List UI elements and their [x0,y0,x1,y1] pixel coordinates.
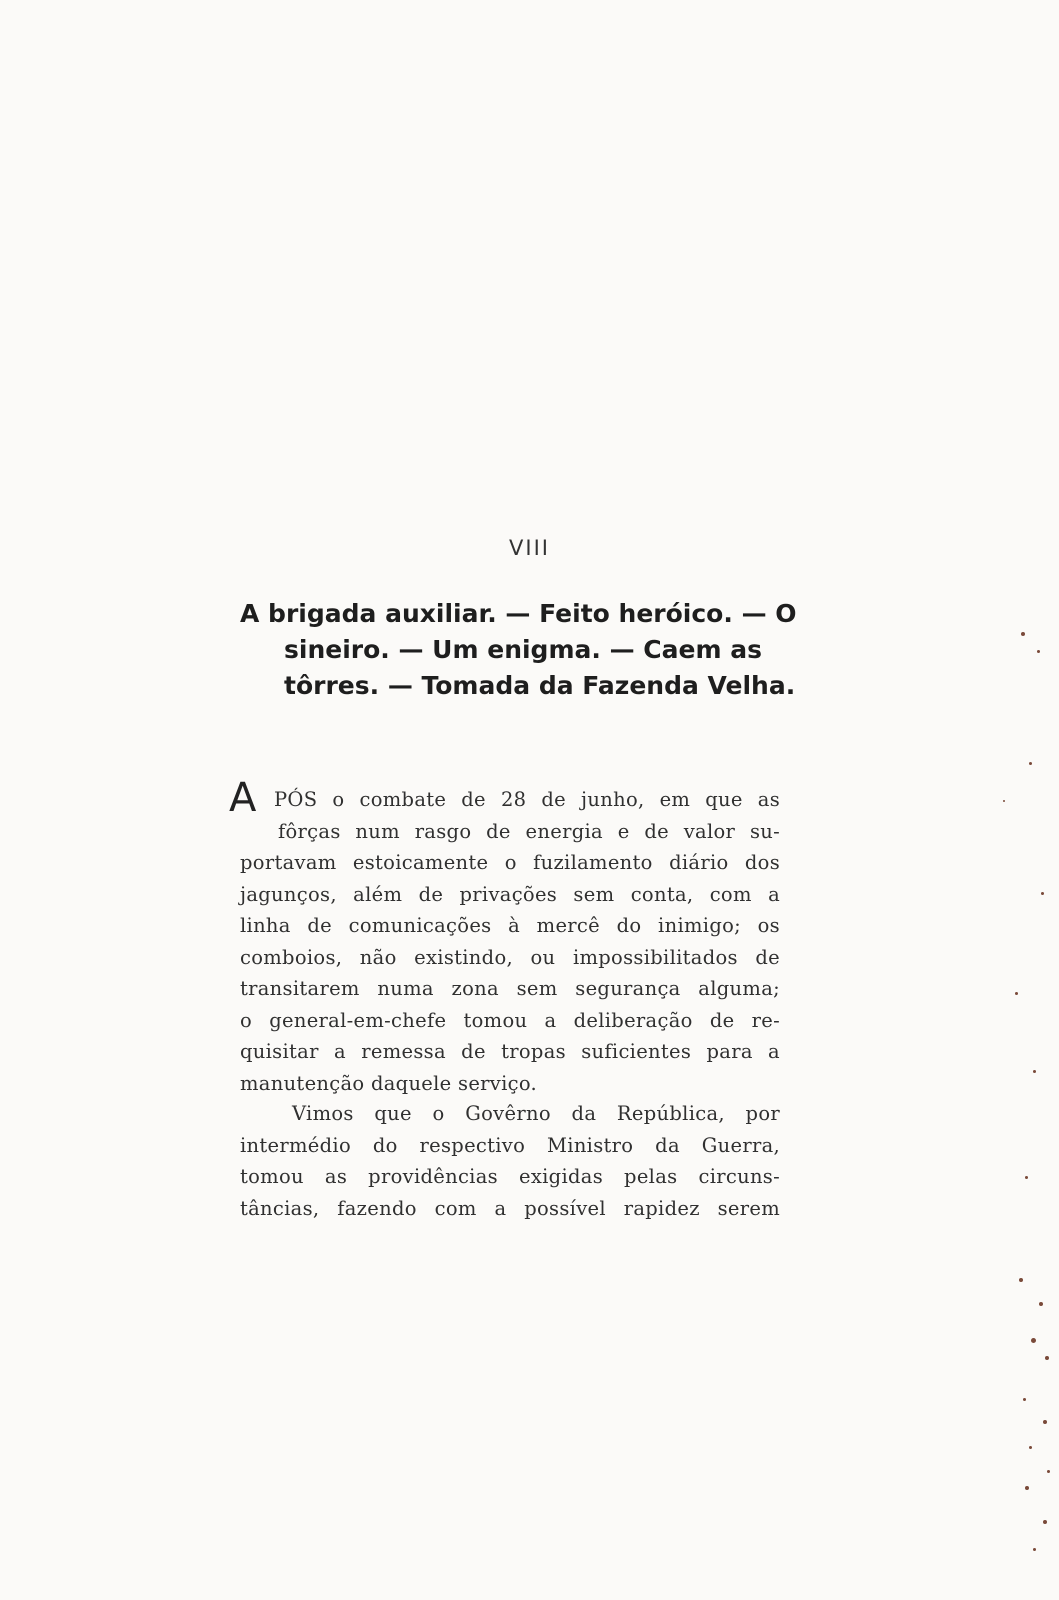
chapter-number: VIII [509,536,550,560]
text-line: tomou as providências exigidas pelas circuns- [240,1165,780,1188]
text-line: PÓS o combate de 28 de junho, em que as [274,788,780,811]
foxing-spot [1041,892,1044,895]
text-line: manutenção daquele serviço. [240,1071,538,1095]
foxing-spot [1037,650,1040,653]
foxing-spot [1043,1520,1047,1524]
foxing-spot [1047,1470,1050,1473]
foxing-spot [1023,1398,1026,1401]
foxing-spot [1003,800,1005,802]
foxing-spot [1031,1338,1036,1343]
text-line: o general-em-chefe tomou a deliberação de re- [240,1008,780,1032]
foxing-spot [1045,1356,1049,1360]
foxing-spot [1029,1446,1032,1449]
foxing-spot [1015,992,1018,995]
foxing-spot [1029,762,1032,765]
paragraph [240,784,780,1099]
text-line: tâncias, fazendo com a possível rapidez serem [240,1196,780,1220]
paper-foxing [959,0,1059,1600]
chapter-summary-line: sineiro. — Um enigma. — Caem as [284,635,762,664]
foxing-spot [1019,1278,1023,1282]
drop-cap: A [229,775,257,821]
foxing-spot [1033,1548,1036,1551]
foxing-spot [1039,1302,1043,1306]
text-line: jagunços, além de privações sem conta, com a [240,882,780,906]
chapter-summary-line: tôrres. — Tomada da Fazenda Velha. [284,671,796,700]
foxing-spot [1043,1420,1047,1424]
foxing-spot [1025,1486,1029,1490]
text-line: portavam estoicamente o fuzilamento diário dos [240,851,780,874]
text-line: intermédio do respectivo Ministro da Guerra, [240,1133,780,1157]
text-line: fôrças num rasgo de energia e de valor su- [278,819,780,843]
text-line: Vimos que o Govêrno da República, por [292,1102,780,1125]
chapter-summary [240,596,800,704]
foxing-spot [1021,632,1025,636]
foxing-spot [1033,1070,1036,1073]
paragraph [240,1098,780,1224]
text-line: transitarem numa zona sem segurança alguma; [240,977,780,1000]
text-line: quisitar a remessa de tropas suficientes para a [240,1040,780,1063]
chapter-summary-line: A brigada auxiliar. — Feito heróico. — O [240,599,797,628]
foxing-spot [1025,1176,1028,1179]
text-line: comboios, não existindo, ou impossibilitados de [240,945,780,969]
text-line: linha de comunicações à mercê do inimigo; os [240,914,780,937]
